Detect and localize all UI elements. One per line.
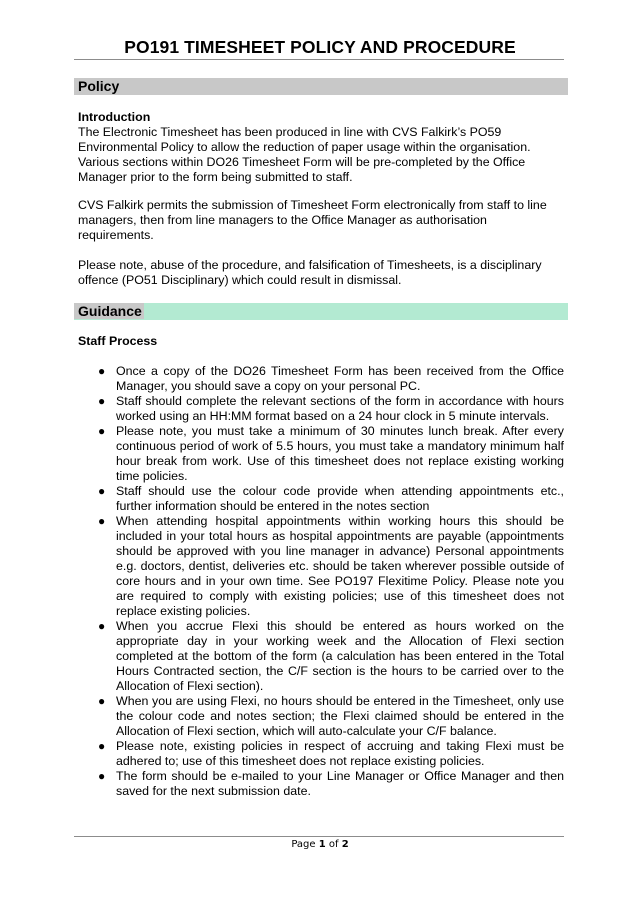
list-item	[78, 694, 564, 739]
list-item-text: When attending hospital appointments within working hours this should be included in your total hours as hospital appointments are payable (appointments should be approved with you line manager in advance) Personal appointments e.g. doctors, dentist, deliveries etc. should be taken wherever possible outside of core hours and in your own time. See PO197 Flexitime Policy. Please note you are required to comply with existing policies; use of this timesheet does not replace existing policies.	[116, 514, 564, 618]
list-item	[78, 514, 564, 619]
list-item-text: When you are using Flexi, no hours should be entered in the Timesheet, only use the colour code and notes section; the Flexi claimed should be entered in the Allocation of Flexi section, which will auto-calculate your C/F balance.	[116, 694, 564, 738]
bullet-icon: ●	[98, 424, 106, 438]
list-item	[78, 769, 564, 799]
list-item	[78, 619, 564, 694]
list-item-text: Staff should complete the relevant sections of the form in accordance with hours worked using an HH:MM format based on a 24 hour clock in 5 minute intervals.	[116, 394, 564, 423]
list-item	[78, 739, 564, 769]
policy-heading-label: Policy	[78, 78, 120, 94]
list-item	[78, 484, 564, 514]
bullet-icon: ●	[98, 739, 106, 753]
staff-process-heading: Staff Process	[78, 334, 158, 348]
list-item-text: When you accrue Flexi this should be entered as hours worked on the appropriate day in your working week and the Allocation of Flexi section completed at the bottom of the form (a calculation has been entered in the Total Hours Contracted section, the C/F section is the hours to be carried over to the Allocation of Flexi section).	[116, 619, 564, 693]
bullet-icon: ●	[98, 394, 106, 408]
list-item	[78, 364, 564, 394]
bullet-icon: ●	[98, 694, 106, 708]
title-divider	[74, 59, 564, 60]
bullet-icon: ●	[98, 364, 106, 378]
introduction-heading: Introduction	[78, 110, 151, 124]
of-word: of	[328, 839, 339, 850]
footer-divider	[74, 836, 564, 837]
page-word: Page	[291, 839, 316, 850]
submission-paragraph: CVS Falkirk permits the submission of Timesheet Form electronically from staff to line managers, then from line managers to the Office Manager as authorisation requirements.	[78, 198, 547, 242]
list-item-text: Staff should use the colour code provide when attending appointments etc., further information should be entered in the notes section	[116, 484, 564, 513]
page-footer	[0, 839, 640, 850]
page-title: PO191 TIMESHEET POLICY AND PROCEDURE	[124, 37, 516, 57]
abuse-paragraph: Please note, abuse of the procedure, and falsification of Timesheets, is a disciplinary offence (PO51 Disciplinary) which could result in dismissal.	[78, 258, 542, 287]
guidance-section-heading	[74, 303, 568, 320]
bullet-icon: ●	[98, 514, 106, 528]
bullet-icon: ●	[98, 769, 106, 783]
staff-process-list	[78, 364, 564, 799]
list-item	[78, 424, 564, 484]
list-item-text: The form should be e-mailed to your Line Manager or Office Manager and then saved for the next submission date.	[116, 769, 564, 798]
list-item-text: Please note, existing policies in respect of accruing and taking Flexi must be adhered to; use of this timesheet does not replace existing policies.	[116, 739, 564, 768]
bullet-icon: ●	[98, 619, 106, 633]
introduction-text: The Electronic Timesheet has been produced in line with CVS Falkirk’s PO59 Environmental Policy to allow the reduction of paper usage within the organisation. Various sections within DO26 Timesheet Form will be pre-completed by the Office Manager prior to the form being submitted to staff.	[78, 125, 531, 184]
policy-section-heading	[74, 78, 568, 95]
list-item-text: Once a copy of the DO26 Timesheet Form has been received from the Office Manager, you should save a copy on your personal PC.	[116, 364, 564, 393]
current-page-number: 1	[318, 839, 326, 850]
introduction-block	[78, 110, 564, 185]
guidance-heading-label: Guidance	[74, 303, 144, 319]
bullet-icon: ●	[98, 484, 106, 498]
list-item	[78, 394, 564, 424]
total-pages-number: 2	[341, 839, 349, 850]
list-item-text: Please note, you must take a minimum of 30 minutes lunch break. After every continuous period of work of 5.5 hours, you must take a mandatory minimum half hour break from work. Use of this timesheet does not replace existing working time policies.	[116, 424, 564, 483]
